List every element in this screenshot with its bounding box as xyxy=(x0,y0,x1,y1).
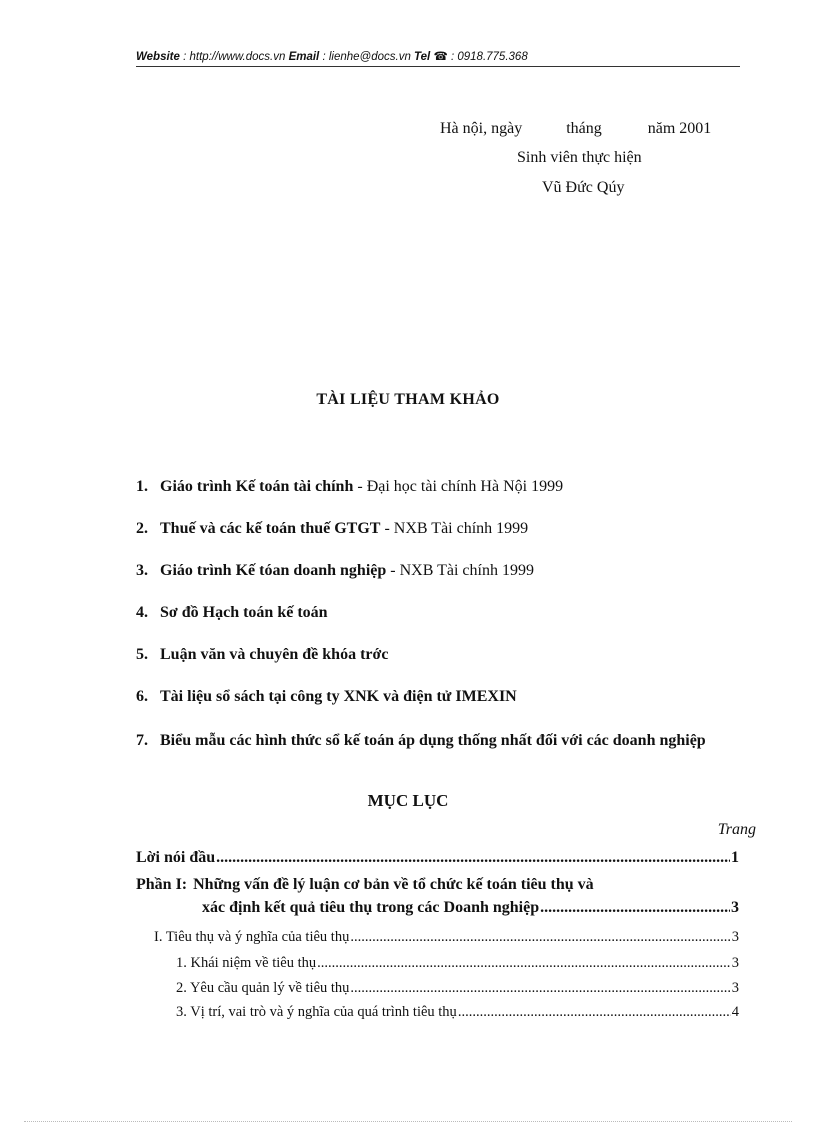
references-list xyxy=(136,476,740,753)
website-sep: : xyxy=(179,51,190,63)
toc-entry[interactable]: 2. Yêu cầu quản lý về tiêu thụ ..... 3 xyxy=(136,980,739,997)
reference-item: 4. Sơ đồ Hạch toán kế toán xyxy=(136,604,328,621)
references-title: TÀI LIỆU THAM KHẢO xyxy=(316,391,500,408)
tel-label: Tel xyxy=(414,51,431,63)
phone-icon: ☎ xyxy=(433,51,448,63)
website-label: Website xyxy=(136,51,180,63)
email-sep: : xyxy=(319,51,329,63)
signature-date xyxy=(440,120,711,138)
page-header xyxy=(136,49,740,63)
toc-part-label: Phần I: xyxy=(136,876,188,893)
reference-item: 3. Giáo trình Kế tóan doanh nghiệp - NXB Tài chính 1999 xyxy=(136,562,534,579)
website-url[interactable]: http://www.docs.vn xyxy=(189,51,286,63)
toc-entry[interactable]: 1. Khái niệm về tiêu thụ ..... 3 xyxy=(136,955,739,972)
reference-item: 5. Luận văn và chuyên đề khóa trớc xyxy=(136,646,389,663)
email-label: Email xyxy=(288,51,320,63)
date-place: Hà nội, ngày xyxy=(440,120,523,137)
toc-title: MỤC LỤC xyxy=(367,791,449,810)
reference-item: 1. Giáo trình Kế toán tài chính - Đại học tài chính Hà Nội 1999 xyxy=(136,478,564,495)
toc-entry[interactable]: 3. Vị trí, vai trò và ý nghĩa của quá trình tiêu thụ ..... 4 xyxy=(136,1004,739,1021)
signature-name: Vũ Đức Qúy xyxy=(542,179,625,196)
toc-entry[interactable]: I. Tiêu thụ và ý nghĩa của tiêu thụ ..... 3 xyxy=(136,929,739,946)
reference-item: 7. Biểu mẫu các hình thức sổ kế toán áp dụng thống nhất đối với các doanh nghiệp xyxy=(136,732,706,749)
reference-item: 6. Tài liệu sổ sách tại công ty XNK và điện tử IMEXIN xyxy=(136,688,517,705)
date-year: năm 2001 xyxy=(647,120,712,137)
email-value[interactable]: lienhe@docs.vn xyxy=(328,51,411,63)
date-month: tháng xyxy=(566,120,602,137)
toc-entry[interactable]: Lời nói đầu ..... 1 xyxy=(136,849,739,867)
page-bottom-divider xyxy=(24,1121,792,1122)
tel-value: : 0918.775.368 xyxy=(447,51,528,63)
reference-item: 2. Thuế và các kế toán thuế GTGT - NXB Tài chính 1999 xyxy=(136,520,529,537)
toc-entry[interactable]: Phần I: Những vấn đề lý luận cơ bản về tổ chức kế toán tiêu thụ và xác định kết quả tiêu thụ trong các Doanh nghiệp ..... 3 xyxy=(136,876,739,917)
toc-page-header: Trang xyxy=(717,821,756,838)
signature-role: Sinh viên thực hiện xyxy=(517,149,642,166)
header-divider xyxy=(136,66,740,67)
